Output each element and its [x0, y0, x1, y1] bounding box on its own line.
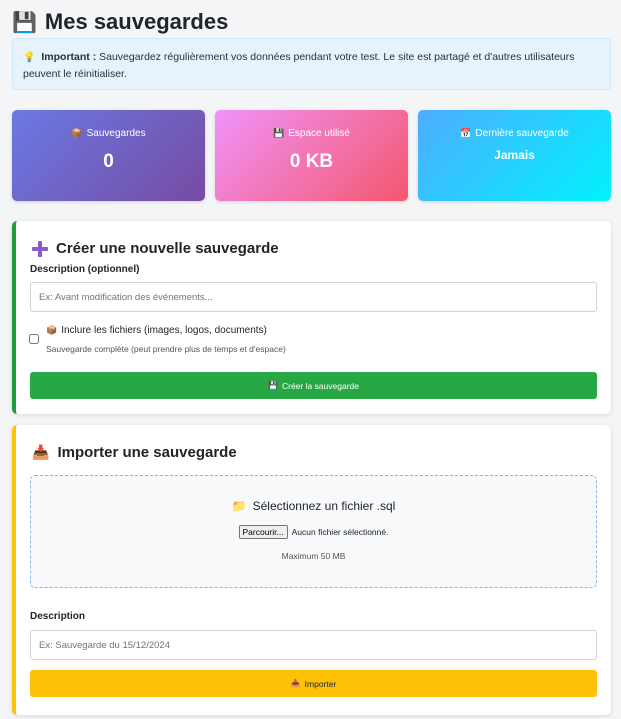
include-files-label: 📦 Inclure les fichiers (images, logos, documents) — [46, 325, 267, 336]
info-alert — [12, 38, 611, 90]
floppy-disk-icon: 💾 — [273, 128, 285, 139]
import-description-input[interactable] — [30, 630, 597, 660]
page-header — [12, 8, 228, 36]
stat-card-last-backup — [418, 110, 611, 201]
import-description-label: Description — [30, 611, 86, 622]
stat-value: 0 — [103, 151, 114, 172]
description-label: Description (optionnel) — [30, 264, 140, 275]
file-dropzone[interactable] — [30, 475, 597, 588]
stat-label: Sauvegardes — [86, 128, 146, 139]
stat-label: Espace utilisé — [288, 128, 350, 139]
inbox-tray-icon: 📥 — [290, 679, 301, 688]
stat-value: 0 KB — [289, 151, 334, 172]
import-button[interactable]: 📥 Importer — [30, 670, 597, 697]
page-title: Mes sauvegardes — [44, 9, 229, 34]
create-backup-button[interactable]: 💾 Créer la sauvegarde — [30, 372, 597, 399]
floppy-disk-icon: 💾 — [268, 381, 278, 390]
folder-icon: 📁 — [231, 499, 247, 513]
import-backup-card — [12, 425, 611, 715]
create-backup-card — [12, 221, 611, 414]
include-files-checkbox[interactable] — [29, 334, 39, 344]
stat-label: Dernière sauvegarde — [475, 128, 569, 139]
stat-value: Jamais — [494, 148, 535, 162]
package-icon: 📦 — [46, 325, 58, 336]
create-backup-title: Créer une nouvelle sauvegarde — [32, 240, 279, 257]
package-icon: 📦 — [71, 128, 83, 139]
calendar-icon: 📅 — [460, 128, 472, 139]
stat-card-backups — [12, 110, 205, 201]
stat-card-space — [215, 110, 408, 201]
description-input[interactable] — [30, 282, 597, 312]
lightbulb-icon: 💡 — [23, 52, 36, 63]
alert-text: Sauvegardez régulièrement vos données pendant votre test. Le site est partagé et d'autres utilisateurs peuvent le réinitialiser. — [23, 51, 575, 80]
file-input — [31, 525, 596, 539]
max-size-text: Maximum 50 MB — [281, 551, 346, 561]
no-file-text: Aucun fichier sélectionné. — [291, 527, 389, 537]
dropzone-title: Sélectionnez un fichier .sql — [252, 499, 396, 513]
alert-strong: Important : — [41, 51, 97, 63]
floppy-disk-icon: 💾 — [12, 10, 37, 34]
plus-icon — [32, 241, 48, 257]
browse-button[interactable]: Parcourir... — [239, 525, 288, 539]
inbox-tray-icon: 📥 — [32, 444, 50, 461]
include-files-help: Sauvegarde complète (peut prendre plus de temps et d'espace) — [46, 344, 286, 354]
import-backup-title: 📥 Importer une sauvegarde — [32, 444, 237, 461]
